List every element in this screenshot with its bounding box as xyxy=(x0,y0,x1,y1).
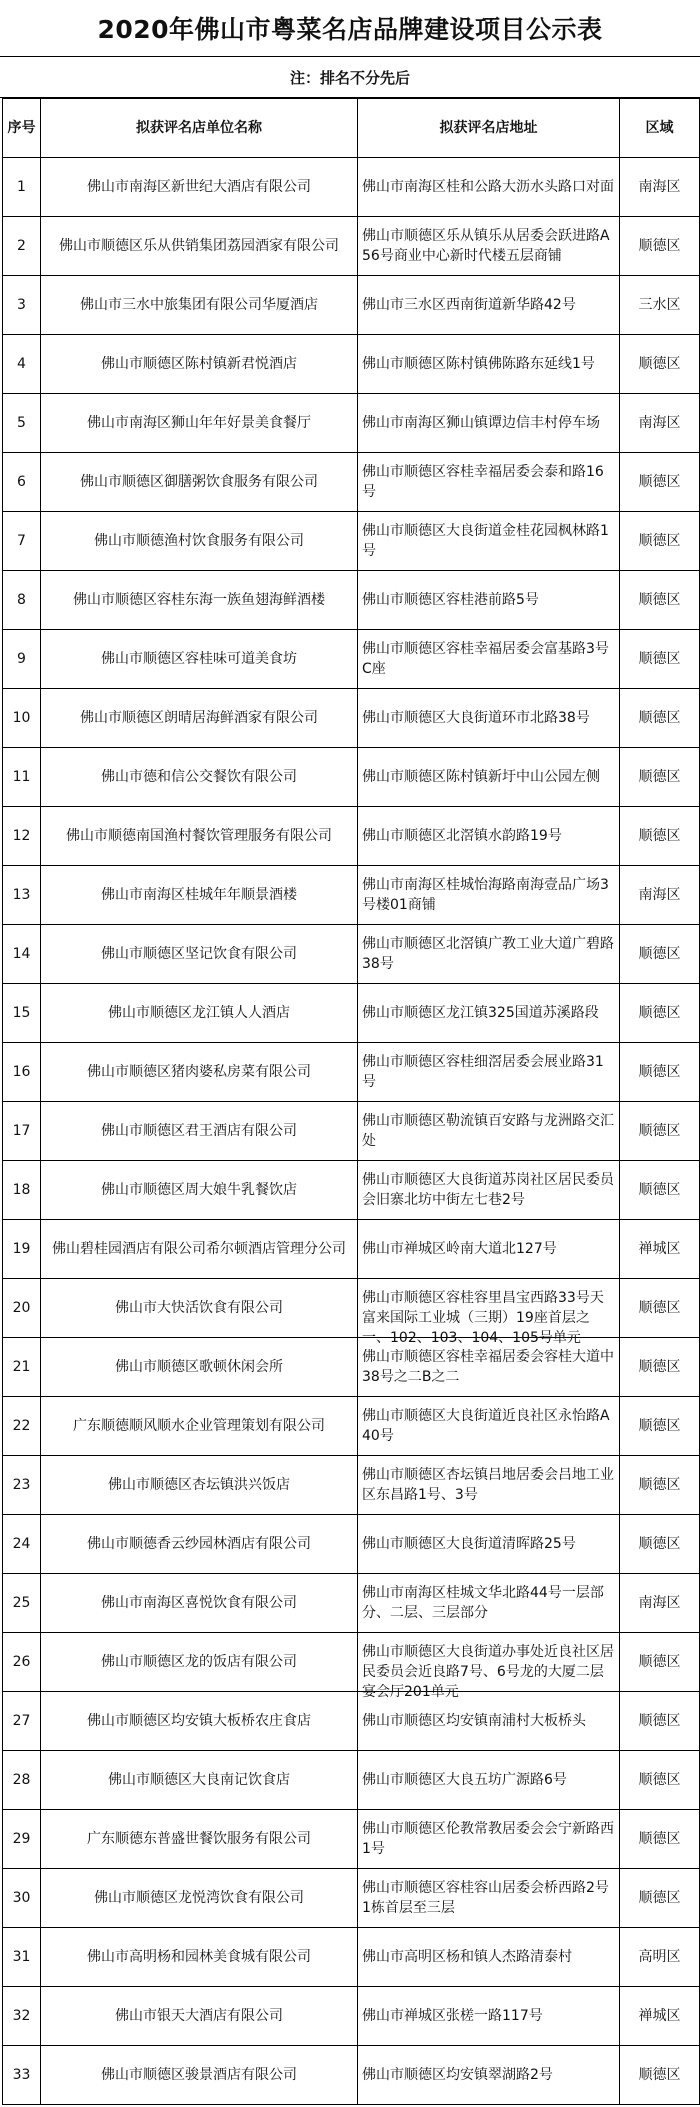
row-address-text: 佛山市顺德区容桂容山居委会桥西路2号1栋首层至三层 xyxy=(362,1880,609,1916)
row-restaurant-name: 佛山市南海区喜悦饮食有限公司 xyxy=(41,1574,358,1633)
row-seq: 31 xyxy=(3,1928,41,1987)
row-address-text: 佛山市顺德区容桂容里昌宝西路33号天富来国际工业城（三期）19座首层之一、102、103、104、105号单元 xyxy=(362,1290,604,1346)
row-seq: 20 xyxy=(3,1279,41,1338)
table-row xyxy=(3,1515,700,1574)
row-address-text: 佛山市顺德区乐从镇乐从居委会跃进路A56号商业中心新时代楼五层商铺 xyxy=(362,228,610,264)
row-address xyxy=(358,1043,620,1102)
row-address-text: 佛山市顺德区龙江镇325国道苏溪路段 xyxy=(362,1005,599,1021)
row-district: 顺德区 xyxy=(620,630,700,689)
row-address-text: 佛山市顺德区伦教常教居委会会宁新路西1号 xyxy=(362,1821,614,1857)
row-restaurant-name: 佛山市顺德区御膳粥饮食服务有限公司 xyxy=(41,453,358,512)
row-address-text: 佛山市顺德区大良街道环市北路38号 xyxy=(362,710,590,726)
row-district: 高明区 xyxy=(620,1928,700,1987)
row-restaurant-name: 佛山市顺德区周大娘牛乳餐饮店 xyxy=(41,1161,358,1220)
row-address xyxy=(358,158,620,217)
table-row xyxy=(3,1810,700,1869)
row-seq: 30 xyxy=(3,1869,41,1928)
row-seq: 12 xyxy=(3,807,41,866)
table-row xyxy=(3,335,700,394)
table-row xyxy=(3,984,700,1043)
row-address-text: 佛山市顺德区容桂幸福居委会容桂大道中38号之二B之二 xyxy=(362,1349,614,1385)
table-row xyxy=(3,807,700,866)
row-address-text: 佛山市顺德区北滘镇广教工业大道广碧路38号 xyxy=(362,936,614,972)
table-row xyxy=(3,394,700,453)
row-restaurant-name: 佛山市顺德香云纱园林酒店有限公司 xyxy=(41,1515,358,1574)
table-row xyxy=(3,453,700,512)
column-header-address: 拟获评名店地址 xyxy=(358,99,620,158)
row-district: 顺德区 xyxy=(620,453,700,512)
row-address xyxy=(358,335,620,394)
row-address xyxy=(358,984,620,1043)
row-district: 顺德区 xyxy=(620,925,700,984)
row-address-text: 佛山市顺德区大良街道办事处近良社区居民委员会近良路7号、6号龙的大厦二层宴会厅201单元 xyxy=(362,1644,614,1700)
row-restaurant-name: 佛山市顺德区均安镇大板桥农庄食店 xyxy=(41,1692,358,1751)
row-district: 顺德区 xyxy=(620,1515,700,1574)
row-address xyxy=(358,1397,620,1456)
row-restaurant-name: 佛山市顺德区朗晴居海鲜酒家有限公司 xyxy=(41,689,358,748)
row-address-text: 佛山市顺德区容桂港前路5号 xyxy=(362,592,539,608)
row-district: 顺德区 xyxy=(620,1869,700,1928)
row-address-text: 佛山市三水区西南街道新华路42号 xyxy=(362,297,576,313)
row-restaurant-name: 佛山市顺德区容桂味可道美食坊 xyxy=(41,630,358,689)
column-header-seq: 序号 xyxy=(3,99,41,158)
row-restaurant-name: 佛山市顺德区骏景酒店有限公司 xyxy=(41,2046,358,2105)
row-address-text: 佛山市高明区杨和镇人杰路清泰村 xyxy=(362,1949,572,1965)
table-row xyxy=(3,1338,700,1397)
row-restaurant-name: 佛山市南海区新世纪大酒店有限公司 xyxy=(41,158,358,217)
row-seq: 9 xyxy=(3,630,41,689)
table-row xyxy=(3,571,700,630)
row-restaurant-name: 佛山市顺德区杏坛镇洪兴饭店 xyxy=(41,1456,358,1515)
row-address-text: 佛山市顺德区容桂幸福居委会泰和路16号 xyxy=(362,464,604,500)
row-address-text: 佛山市顺德区均安镇翠湖路2号 xyxy=(362,2067,553,2083)
row-seq: 25 xyxy=(3,1574,41,1633)
row-district: 顺德区 xyxy=(620,1692,700,1751)
row-restaurant-name: 广东顺德顺风顺水企业管理策划有限公司 xyxy=(41,1397,358,1456)
row-seq: 4 xyxy=(3,335,41,394)
row-seq: 3 xyxy=(3,276,41,335)
row-seq: 32 xyxy=(3,1987,41,2046)
row-seq: 6 xyxy=(3,453,41,512)
row-restaurant-name: 佛山市顺德区龙江镇人人酒店 xyxy=(41,984,358,1043)
row-district: 顺德区 xyxy=(620,748,700,807)
row-seq: 5 xyxy=(3,394,41,453)
table-row xyxy=(3,2046,700,2105)
row-restaurant-name: 佛山市顺德区坚记饮食有限公司 xyxy=(41,925,358,984)
row-address xyxy=(358,571,620,630)
row-restaurant-name: 佛山市高明杨和园林美食城有限公司 xyxy=(41,1928,358,1987)
row-seq: 24 xyxy=(3,1515,41,1574)
row-restaurant-name: 佛山市南海区桂城年年顺景酒楼 xyxy=(41,866,358,925)
row-district: 南海区 xyxy=(620,1574,700,1633)
row-district: 顺德区 xyxy=(620,1102,700,1161)
row-address-text: 佛山市顺德区大良街道近良社区永怡路A40号 xyxy=(362,1408,610,1444)
row-restaurant-name: 佛山市顺德区龙的饭店有限公司 xyxy=(41,1633,358,1692)
row-seq: 26 xyxy=(3,1633,41,1692)
row-address-text: 佛山市南海区桂城文华北路44号一层部分、二层、三层部分 xyxy=(362,1585,604,1621)
row-address xyxy=(358,1928,620,1987)
row-district: 顺德区 xyxy=(620,1397,700,1456)
table-row xyxy=(3,276,700,335)
table-row xyxy=(3,1456,700,1515)
table-row xyxy=(3,512,700,571)
row-address-text: 佛山市顺德区容桂细滘居委会展业路31号 xyxy=(362,1054,604,1090)
row-district: 顺德区 xyxy=(620,1751,700,1810)
row-address xyxy=(358,689,620,748)
table-row xyxy=(3,1102,700,1161)
row-restaurant-name: 佛山市顺德区容桂东海一族鱼翅海鲜酒楼 xyxy=(41,571,358,630)
row-address xyxy=(358,512,620,571)
row-district: 禅城区 xyxy=(620,1987,700,2046)
page-title: 2020年佛山市粤菜名店品牌建设项目公示表 xyxy=(0,0,700,57)
row-address xyxy=(358,1161,620,1220)
row-address-text: 佛山市南海区桂和公路大沥水头路口对面 xyxy=(362,179,614,195)
row-district: 南海区 xyxy=(620,158,700,217)
row-restaurant-name: 佛山市顺德区歌顿休闲会所 xyxy=(41,1338,358,1397)
row-restaurant-name: 佛山市大快活饮食有限公司 xyxy=(41,1279,358,1338)
row-restaurant-name: 佛山市德和信公交餐饮有限公司 xyxy=(41,748,358,807)
row-restaurant-name: 佛山市顺德渔村饮食服务有限公司 xyxy=(41,512,358,571)
table-row xyxy=(3,1161,700,1220)
row-seq: 23 xyxy=(3,1456,41,1515)
column-header-name: 拟获评名店单位名称 xyxy=(41,99,358,158)
table-row xyxy=(3,689,700,748)
row-seq: 33 xyxy=(3,2046,41,2105)
row-district: 顺德区 xyxy=(620,571,700,630)
row-district: 顺德区 xyxy=(620,335,700,394)
row-seq: 8 xyxy=(3,571,41,630)
ranking-note: 注：排名不分先后 xyxy=(0,57,700,98)
row-address xyxy=(358,1456,620,1515)
row-seq: 28 xyxy=(3,1751,41,1810)
table-row xyxy=(3,1220,700,1279)
row-address-text: 佛山市禅城区岭南大道北127号 xyxy=(362,1241,557,1257)
row-district: 顺德区 xyxy=(620,1279,700,1338)
row-district: 顺德区 xyxy=(620,1043,700,1102)
row-address xyxy=(358,1810,620,1869)
row-address xyxy=(358,1633,620,1700)
row-district: 顺德区 xyxy=(620,1161,700,1220)
table-row xyxy=(3,748,700,807)
row-seq: 16 xyxy=(3,1043,41,1102)
row-district: 三水区 xyxy=(620,276,700,335)
row-address xyxy=(358,1338,620,1397)
row-address xyxy=(358,2046,620,2105)
row-district: 顺德区 xyxy=(620,1456,700,1515)
row-seq: 22 xyxy=(3,1397,41,1456)
row-restaurant-name: 佛山市顺德区大良南记饮食店 xyxy=(41,1751,358,1810)
row-district: 顺德区 xyxy=(620,512,700,571)
row-address-text: 佛山市顺德区大良街道清晖路25号 xyxy=(362,1536,576,1552)
row-address xyxy=(358,630,620,689)
row-address-text: 佛山市顺德区均安镇南浦村大板桥头 xyxy=(362,1713,586,1729)
row-seq: 1 xyxy=(3,158,41,217)
table-row xyxy=(3,866,700,925)
row-address-text: 佛山市顺德区杏坛镇吕地居委会吕地工业区东昌路1号、3号 xyxy=(362,1467,614,1503)
table-body xyxy=(3,158,700,2105)
row-address xyxy=(358,394,620,453)
table-row xyxy=(3,1869,700,1928)
row-seq: 13 xyxy=(3,866,41,925)
row-address-text: 佛山市禅城区张槎一路117号 xyxy=(362,2008,543,2024)
row-address-text: 佛山市顺德区大良五坊广源路6号 xyxy=(362,1772,567,1788)
table-row xyxy=(3,1692,700,1751)
row-seq: 7 xyxy=(3,512,41,571)
table-row xyxy=(3,1751,700,1810)
row-restaurant-name: 佛山市银天大酒店有限公司 xyxy=(41,1987,358,2046)
row-address xyxy=(358,807,620,866)
row-restaurant-name: 佛山市顺德区陈村镇新君悦酒店 xyxy=(41,335,358,394)
row-seq: 2 xyxy=(3,217,41,276)
row-address xyxy=(358,1987,620,2046)
row-address xyxy=(358,1574,620,1633)
table-row xyxy=(3,1279,700,1338)
row-district: 顺德区 xyxy=(620,1338,700,1397)
row-address xyxy=(358,1751,620,1810)
row-seq: 18 xyxy=(3,1161,41,1220)
row-address xyxy=(358,453,620,512)
row-address xyxy=(358,1279,620,1346)
row-address xyxy=(358,276,620,335)
table-row xyxy=(3,1043,700,1102)
row-restaurant-name: 佛山碧桂园酒店有限公司希尔顿酒店管理分公司 xyxy=(41,1220,358,1279)
row-address-text: 佛山市顺德区北滘镇水韵路19号 xyxy=(362,828,562,844)
row-address xyxy=(358,748,620,807)
row-address-text: 佛山市南海区狮山镇谭边信丰村停车场 xyxy=(362,415,600,431)
row-seq: 29 xyxy=(3,1810,41,1869)
row-restaurant-name: 佛山市顺德区乐从供销集团荔园酒家有限公司 xyxy=(41,217,358,276)
row-district: 顺德区 xyxy=(620,689,700,748)
table-row xyxy=(3,217,700,276)
row-seq: 14 xyxy=(3,925,41,984)
row-address xyxy=(358,1869,620,1928)
row-restaurant-name: 佛山市南海区狮山年年好景美食餐厅 xyxy=(41,394,358,453)
table-header-row xyxy=(3,99,700,158)
row-district: 禅城区 xyxy=(620,1220,700,1279)
row-seq: 15 xyxy=(3,984,41,1043)
row-address-text: 佛山市顺德区陈村镇佛陈路东延线1号 xyxy=(362,356,595,372)
row-address-text: 佛山市顺德区勒流镇百安路与龙洲路交汇处 xyxy=(362,1113,614,1149)
row-address-text: 佛山市顺德区陈村镇新圩中山公园左侧 xyxy=(362,769,600,785)
row-seq: 10 xyxy=(3,689,41,748)
row-address xyxy=(358,866,620,925)
row-district: 顺德区 xyxy=(620,1633,700,1692)
restaurant-table xyxy=(2,98,700,2105)
row-seq: 11 xyxy=(3,748,41,807)
row-district: 顺德区 xyxy=(620,807,700,866)
row-restaurant-name: 佛山市三水中旅集团有限公司华厦酒店 xyxy=(41,276,358,335)
row-district: 顺德区 xyxy=(620,2046,700,2105)
row-district: 顺德区 xyxy=(620,984,700,1043)
row-address xyxy=(358,1102,620,1161)
row-restaurant-name: 广东顺德东普盛世餐饮服务有限公司 xyxy=(41,1810,358,1869)
row-seq: 27 xyxy=(3,1692,41,1751)
table-row xyxy=(3,925,700,984)
row-address-text: 佛山市南海区桂城怡海路南海壹品广场3号楼01商铺 xyxy=(362,877,609,913)
row-address-text: 佛山市顺德区大良街道金桂花园枫林路1号 xyxy=(362,523,609,559)
row-seq: 17 xyxy=(3,1102,41,1161)
table-row xyxy=(3,1928,700,1987)
row-restaurant-name: 佛山市顺德区君王酒店有限公司 xyxy=(41,1102,358,1161)
row-district: 南海区 xyxy=(620,394,700,453)
row-address xyxy=(358,1515,620,1574)
row-address xyxy=(358,925,620,984)
row-address xyxy=(358,217,620,276)
row-restaurant-name: 佛山市顺德南国渔村餐饮管理服务有限公司 xyxy=(41,807,358,866)
row-restaurant-name: 佛山市顺德区猪肉婆私房菜有限公司 xyxy=(41,1043,358,1102)
table-row xyxy=(3,1574,700,1633)
row-district: 顺德区 xyxy=(620,217,700,276)
row-address-text: 佛山市顺德区容桂幸福居委会富基路3号C座 xyxy=(362,641,609,677)
row-seq: 19 xyxy=(3,1220,41,1279)
row-address-text: 佛山市顺德区大良街道苏岗社区居民委员会旧寨北坊中街左七巷2号 xyxy=(362,1172,614,1208)
row-district: 顺德区 xyxy=(620,1810,700,1869)
table-row xyxy=(3,630,700,689)
table-row xyxy=(3,158,700,217)
table-row xyxy=(3,1633,700,1692)
row-seq: 21 xyxy=(3,1338,41,1397)
column-header-district: 区域 xyxy=(620,99,700,158)
row-district: 南海区 xyxy=(620,866,700,925)
table-row xyxy=(3,1987,700,2046)
row-restaurant-name: 佛山市顺德区龙悦湾饮食有限公司 xyxy=(41,1869,358,1928)
table-row xyxy=(3,1397,700,1456)
row-address xyxy=(358,1220,620,1279)
